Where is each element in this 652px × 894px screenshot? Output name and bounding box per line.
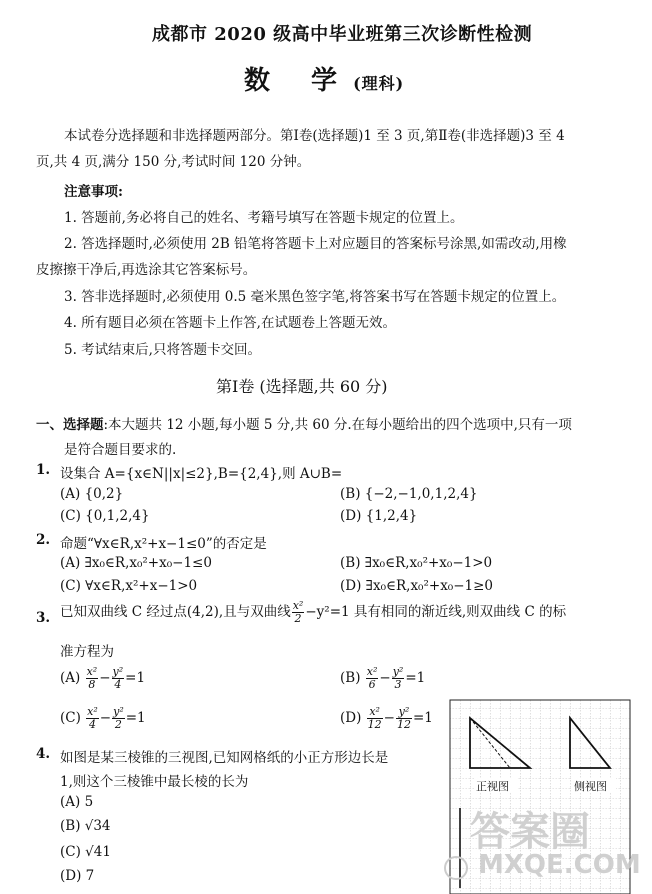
section-title: 第Ⅰ卷 (选择题,共 60 分) (216, 377, 388, 396)
exam-title: 成都市 2020 级高中毕业班第三次诊断性检测 (152, 24, 533, 45)
part-intro-line-1 (36, 413, 572, 433)
watermark-text: 答案圈 (470, 809, 590, 855)
option-a: (A) {0,2} (60, 486, 124, 502)
fraction: $\frac{\text{x²}}{2}$ (292, 599, 304, 625)
question-number: 2. (36, 532, 51, 548)
note-item: 5. 考试结束后,只将答题卡交回。 (64, 342, 261, 358)
question-stem: 如图是某三棱锥的三视图,已知网格纸的小正方形边长是 (60, 750, 389, 766)
note-item: 1. 答题前,务必将自己的姓名、考籍号填写在答题卡规定的位置上。 (64, 210, 464, 226)
subject-name: 数 学 (244, 66, 354, 96)
subject-heading (244, 60, 404, 97)
option-b: (B) $\frac{\text{x²}}{6}$ − $\frac{\text{y²}}{3}$ =1 (340, 665, 426, 691)
question-number: 1. (36, 462, 51, 478)
stem-text: −y²=1 具有相同的渐近线,则双曲线 C 的标 (305, 604, 567, 620)
option-a: (A) $\frac{\text{x²}}{8}$ − $\frac{\text{y²}}{4}$ =1 (60, 665, 146, 691)
option-c: (C) ∀x∈R,x²+x−1>0 (60, 578, 198, 594)
option-d: (D) ∃x₀∈R,x₀²+x₀−1≥0 (340, 578, 494, 594)
front-view-label: 正视图 (476, 780, 509, 793)
question-stem: 设集合 A={x∈N||x|≤2},B={2,4},则 A∪B= (60, 466, 343, 482)
question-stem-line-2: 准方程为 (60, 644, 114, 660)
question-stem (60, 600, 566, 625)
option-a: (A) ∃x₀∈R,x₀²+x₀−1≤0 (60, 555, 212, 571)
option-c: (C) {0,1,2,4} (60, 508, 150, 524)
option-b: (B) ∃x₀∈R,x₀²+x₀−1>0 (340, 555, 493, 571)
note-item: 皮擦擦干净后,再选涂其它答案标号。 (36, 262, 257, 278)
note-item: 3. 答非选择题时,必须使用 0.5 毫米黑色签字笔,将答案书写在答题卡规定的位置上。 (64, 289, 566, 305)
question-number: 3. (36, 610, 51, 626)
subject-note: (理科) (353, 74, 405, 93)
option-d: (D) {1,2,4} (340, 508, 418, 524)
notes-heading: 注意事项: (64, 184, 123, 200)
part-intro-line-2: 是符合题目要求的. (64, 442, 177, 458)
side-view-label: 侧视图 (574, 780, 607, 793)
option-b: (B) {−2,−1,0,1,2,4} (340, 486, 478, 502)
part-label: 一、选择题 (36, 417, 104, 433)
intro-line-1: 本试卷分选择题和非选择题两部分。第Ⅰ卷(选择题)1 至 3 页,第Ⅱ卷(非选择题)3 至 4 (64, 128, 565, 144)
note-item: 4. 所有题目必须在答题卡上作答,在试题卷上答题无效。 (64, 315, 396, 331)
watermark-url: MXQE.COM (478, 850, 641, 880)
stem-text: 已知双曲线 C 经过点(4,2),且与双曲线 (60, 604, 291, 620)
option-a: (A) 5 (60, 794, 94, 810)
intro-line-2: 页,共 4 页,满分 150 分,考试时间 120 分钟。 (36, 154, 311, 170)
option-d: (D) $\frac{\text{x²}}{12}$ − $\frac{\text{y²}}{12}$ =1 (340, 705, 433, 731)
question-number: 4. (36, 746, 51, 762)
option-b: (B) √34 (60, 818, 111, 834)
option-c: (C) $\frac{\text{x²}}{4}$ − $\frac{\text{y²}}{2}$ =1 (60, 705, 146, 731)
question-stem-line-2: 1,则这个三棱锥中最长棱的长为 (60, 774, 249, 790)
note-item: 2. 答选择题时,必须使用 2B 铅笔将答题卡上对应题目的答案标号涂黑,如需改动,用橡 (64, 236, 567, 252)
question-stem: 命题“∀x∈R,x²+x−1≤0”的否定是 (60, 536, 267, 552)
part-desc: :本大题共 12 小题,每小题 5 分,共 60 分.在每小题给出的四个选项中,只有一项 (103, 417, 572, 433)
option-c: (C) √41 (60, 844, 111, 860)
watermark-icon (444, 856, 468, 880)
option-d: (D) 7 (60, 868, 95, 884)
